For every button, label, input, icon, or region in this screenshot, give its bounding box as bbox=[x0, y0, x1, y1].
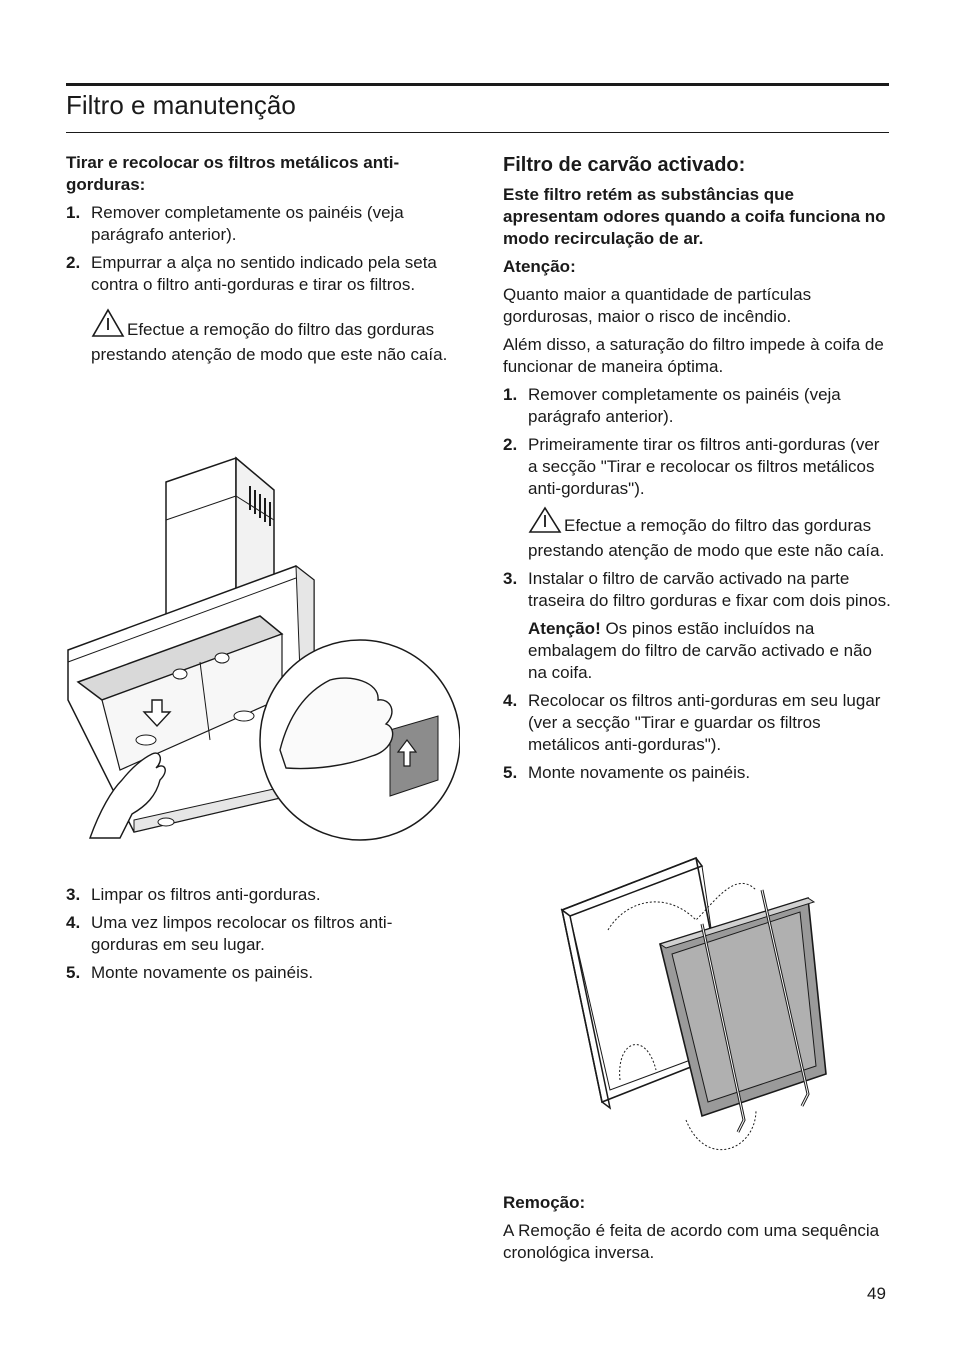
header-rule-bottom bbox=[66, 132, 889, 133]
page-number: 49 bbox=[867, 1284, 886, 1303]
attention-label: Atenção: bbox=[503, 257, 576, 276]
step-text: Recolocar os filtros anti-gorduras em seu lugar (ver a secção "Tirar e guardar os filtros metálicos anti-gorduras"). bbox=[528, 691, 881, 754]
note-text: Os pinos estão incluídos na embalagem do filtro de carvão activado e não na coifa. bbox=[528, 619, 872, 682]
paragraph-2: Além disso, a saturação do filtro impede à coifa de funcionar de maneira óptima. bbox=[503, 335, 884, 376]
step-number: 4. bbox=[66, 913, 81, 932]
step-text: Instalar o filtro de carvão activado na parte traseira do filtro gorduras e fixar com dois pinos. bbox=[528, 569, 891, 610]
right-step-3 bbox=[503, 568, 891, 612]
step-text: Limpar os filtros anti-gorduras. bbox=[91, 885, 321, 904]
left-warning bbox=[91, 308, 456, 366]
step-text: Empurrar a alça no sentido indicado pela seta contra o filtro anti-gorduras e tirar os filtros. bbox=[91, 253, 437, 294]
step-number: 3. bbox=[503, 569, 518, 588]
right-step-1 bbox=[503, 384, 891, 428]
right-column bbox=[503, 152, 891, 790]
page-title: Filtro e manutenção bbox=[66, 90, 296, 120]
left-column-top bbox=[66, 152, 456, 372]
right-warning bbox=[528, 506, 891, 562]
step-number: 1. bbox=[66, 203, 81, 222]
step-text: Remover completamente os painéis (veja parágrafo anterior). bbox=[91, 203, 404, 244]
hood-filter-removal-illustration bbox=[60, 450, 460, 855]
removal-text: A Remoção é feita de acordo com uma sequência cronológica inversa. bbox=[503, 1221, 880, 1262]
left-column-bottom bbox=[66, 884, 456, 990]
warning-triangle-icon bbox=[91, 308, 125, 344]
step-number: 4. bbox=[503, 691, 518, 710]
left-step-4 bbox=[66, 912, 456, 956]
right-step-4 bbox=[503, 690, 891, 756]
step-number: 3. bbox=[66, 885, 81, 904]
left-heading: Tirar e recolocar os filtros metálicos anti-gorduras: bbox=[66, 153, 400, 194]
note-bold: Atenção! bbox=[528, 619, 601, 638]
warning-text: Efectue a remoção do filtro das gorduras prestando atenção de modo que este não caía. bbox=[528, 516, 885, 560]
pins-note bbox=[528, 618, 891, 684]
right-step-2 bbox=[503, 434, 891, 500]
left-step-1 bbox=[66, 202, 456, 246]
left-step-2 bbox=[66, 252, 456, 296]
step-text: Uma vez limpos recolocar os filtros anti-gorduras em seu lugar. bbox=[91, 913, 393, 954]
left-step-5 bbox=[66, 962, 456, 984]
step-number: 1. bbox=[503, 385, 518, 404]
step-text: Remover completamente os painéis (veja parágrafo anterior). bbox=[528, 385, 841, 426]
paragraph-1: Quanto maior a quantidade de partículas gordurosas, maior o risco de incêndio. bbox=[503, 285, 812, 326]
left-step-3 bbox=[66, 884, 456, 906]
charcoal-filter-illustration bbox=[556, 850, 846, 1175]
step-number: 5. bbox=[503, 763, 518, 782]
warning-text: Efectue a remoção do filtro das gorduras prestando atenção de modo que este não caía. bbox=[91, 320, 448, 364]
step-text: Monte novamente os painéis. bbox=[91, 963, 314, 982]
warning-triangle-icon bbox=[528, 506, 562, 540]
step-number: 5. bbox=[66, 963, 81, 982]
step-number: 2. bbox=[503, 435, 518, 454]
removal-section bbox=[503, 1192, 891, 1270]
step-text: Monte novamente os painéis. bbox=[528, 763, 751, 782]
right-heading: Filtro de carvão activado: bbox=[503, 154, 746, 176]
right-step-5 bbox=[503, 762, 891, 784]
intro-bold: Este filtro retém as substâncias que apresentam odores quando a coifa funciona no modo recirculação de ar. bbox=[503, 185, 886, 248]
step-text: Primeiramente tirar os filtros anti-gorduras (ver a secção "Tirar e recolocar os filtros metálicos anti-gorduras"). bbox=[528, 435, 880, 498]
removal-label: Remoção: bbox=[503, 1193, 586, 1212]
header-rule-top bbox=[66, 83, 889, 86]
step-number: 2. bbox=[66, 253, 81, 272]
